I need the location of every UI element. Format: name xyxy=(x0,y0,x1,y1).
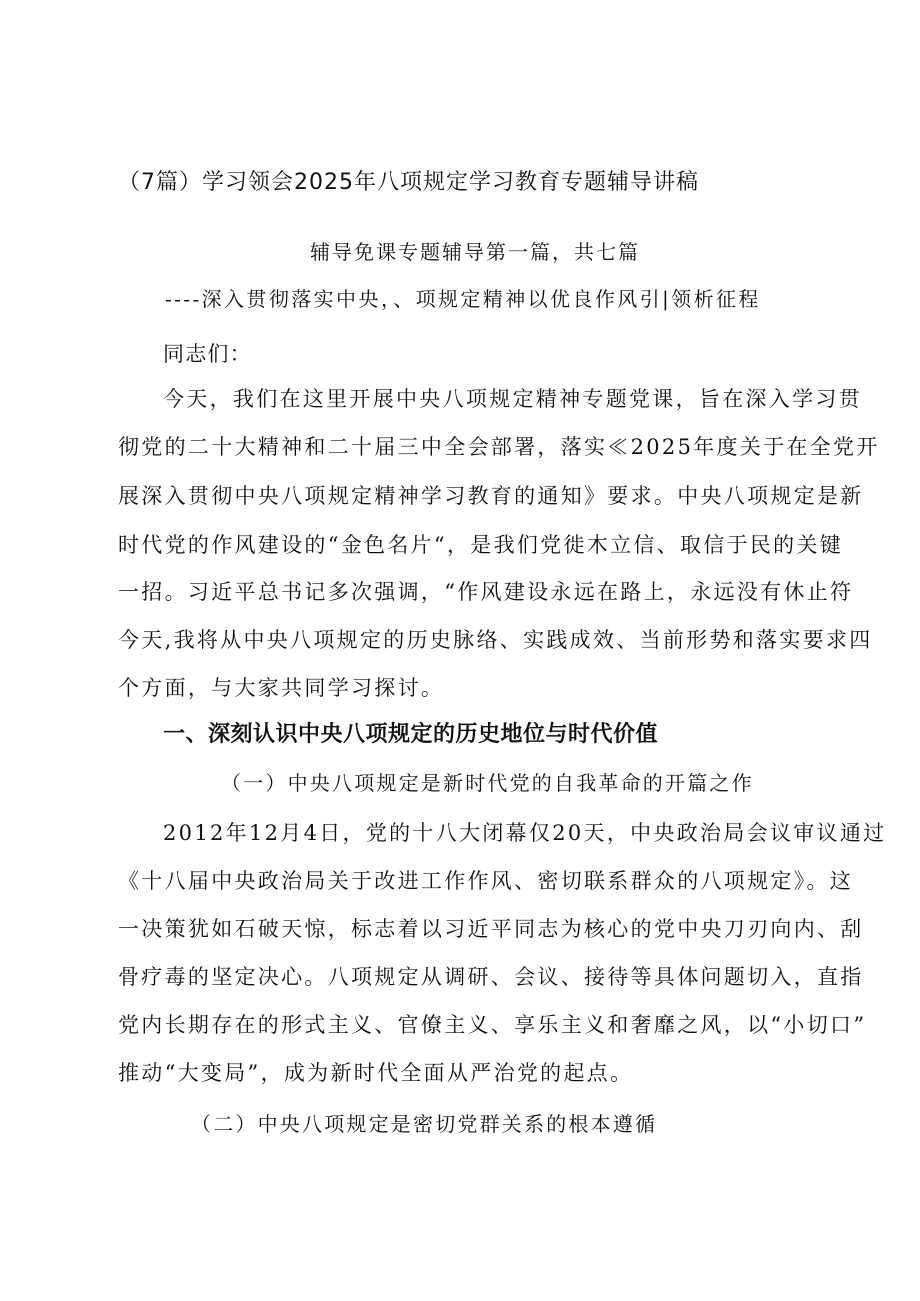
paragraph-line: 彻党的二十大精神和二十届三中全会部署，落实≪2025年度关于在全党开 xyxy=(118,435,880,459)
salutation: 同志们： xyxy=(163,342,252,366)
document-title: （7篇）学习领会2025年八项规定学习教育专题辅导讲稿 xyxy=(118,170,699,195)
subsection-heading: （一）中央八项规定是新时代党的自我革命的开篇之作 xyxy=(221,771,754,795)
paragraph-line: 党内长期存在的形式主义、官僚主义、享乐主义和奢靡之风，以“小切口” xyxy=(118,1013,867,1037)
paragraph-line: 推动“大变局”，成为新时代全面从严治党的起点。 xyxy=(118,1061,634,1085)
document-subtitle: 辅导免课专题辅导第一篇，共七篇 xyxy=(310,240,640,264)
paragraph-line: 时代党的作风建设的“金色名片“，是我们党徙木立信、取信于民的关键 xyxy=(118,533,844,557)
paragraph-line: 一决策犹如石破天惊，标志着以习近平同志为核心的党中央刀刃向内、刮 xyxy=(118,917,864,941)
paragraph-line: 《十八届中央政治局关于改进工作作风、密切联系群众的八项规定》。这 xyxy=(118,869,854,893)
section-heading: 一、深刻认识中央八项规定的历史地位与时代价值 xyxy=(163,722,659,747)
paragraph-line: 一招。习近平总书记多次强调，“作风建设永远在路上，永远没有休止符 xyxy=(118,580,854,604)
paragraph-line: 展深入贯彻中央八项规定精神学习教育的通知》要求。中央八项规定是新 xyxy=(118,484,864,508)
paragraph-line: 今天,我将从中央八项规定的历史脉络、实践成效、当前形势和落实要求四 xyxy=(118,628,873,652)
subsection-heading: （二）中央八项规定是密切党群关系的根本遵循 xyxy=(191,1112,658,1136)
paragraph-line: 骨疗毒的坚定决心。八项规定从调研、会议、接待等具体问题切入，直指 xyxy=(118,965,864,989)
paragraph-line: 2012年12月4日，党的十八大闭幕仅20天，中央政治局会议审议通过 xyxy=(163,821,887,845)
document-subtitle-secondary: ----深入贯彻落实中央，、项规定精神以优良作风引|领析征程 xyxy=(165,287,761,311)
paragraph-line: 个方面，与大家共同学习探讨。 xyxy=(118,676,445,700)
paragraph-line: 今天，我们在这里开展中央八项规定精神专题党课，旨在深入学习贯 xyxy=(163,387,862,411)
